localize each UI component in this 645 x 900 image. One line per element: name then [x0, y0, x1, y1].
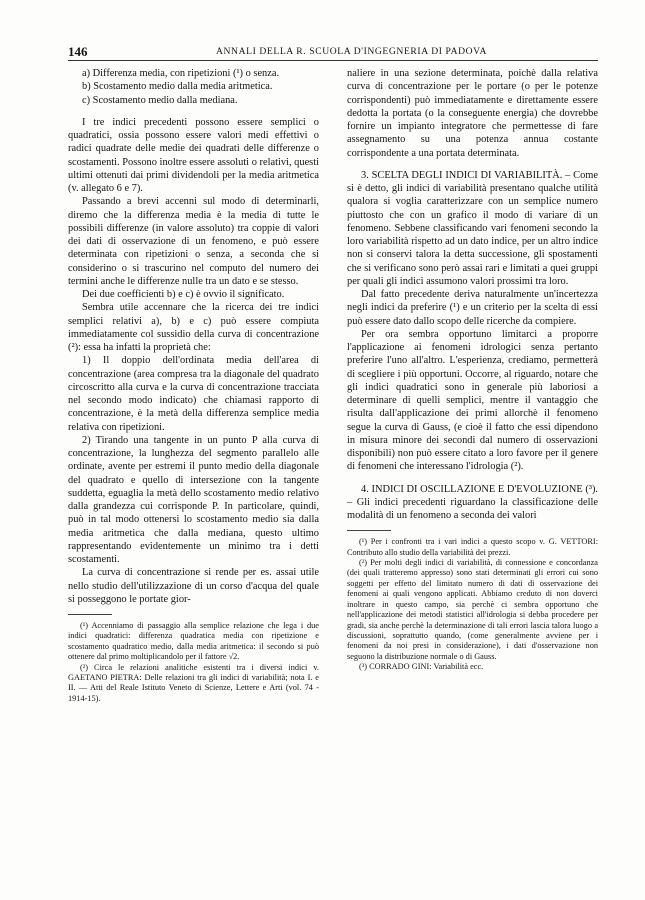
list-item: c) Scostamento medio dalla mediana.	[82, 94, 238, 106]
running-header	[68, 44, 598, 61]
right-column	[347, 67, 598, 887]
section-4-heading: 4. INDICI DI OSCILLAZIONE E D'EVOLUZIONE (³). –	[347, 483, 598, 508]
list-item: a) Differenza media, con ripetizioni (¹) o senza.	[82, 68, 280, 79]
paragraph: Sembra utile accennare che la ricerca dei tre indici semplici relativi a), b) e c) può essere compiuta immediatamente col sussidio della curva di concentrazione (²): essa ha infatti la proprietà che:	[68, 302, 319, 353]
section-4-text: Gli indici precedenti riguardano la classificazione delle modalità di un fenomeno a seconda dei valori	[347, 496, 598, 521]
footnote: (²) Per molti degli indici di variabilità, di connessione e concordanza (dei quali tratteremo appresso) sono stati determinati gli errori cui sono soggetti per effetto del limitato numero di dati di osservazione dei fenomeni ai quali vengono applicati. Abbiamo creduto di non doverci inoltrare in questo campo, sia perchè ci sembra opportuno che nell'applicazione dei metodi statistici all'idrologia si debba procedere per gradi, sia anche perchè la determinazione di tali errori lascia talora luogo a discussioni, soprattutto quando, (come generalmente avviene per i fenomeni da noi presi in considerazione), i dati d'osservazione non seguono la distribuzione normale o di Gauss.	[347, 558, 598, 661]
section-4	[347, 483, 598, 523]
page-number: 146	[68, 44, 88, 59]
paragraph: 1) Il doppio dell'ordinata media dell'area di concentrazione (area compresa tra la diagonale del quadrato circoscritto alla curva e la curva di concentrazione tracciata nel secondo modo indicato) che chiamasi rapporto di concentrazione, è la metà della differenza semplice media relativa con ripetizioni.	[68, 355, 319, 433]
paragraph: Passando a brevi accenni sul modo di determinarli, diremo che la differenza media è la media di tutte le possibili differenze (in valore assoluto) tra coppie di valori dei dati di osservazione di un fenomeno, e può essere determinata con ripetizioni o senza, a seconda che si considerino o si trascurino nel computo del numero dei termini anche le differenze nulle tra un dato e se stesso.	[68, 196, 319, 287]
footnote: (²) Circa le relazioni analitiche esistenti tra i diversi indici v. GAETANO PIETRA: Delle relazioni tra gli indici di variabilità; nota I. e II. — Atti del Reale Istituto Veneto di Scienze, Lettere e Arti (vol. 74 - 1914-15).	[68, 662, 319, 703]
footnote: (¹) Accenniamo di passaggio alla semplice relazione che lega i due indici quadratici: differenza quadratica media con ripetizione e scostamento quadratico medio, dalla media aritmetica: il secondo si può ottenere dal primo moltiplicandolo per il fattore √2.	[68, 621, 319, 662]
footnotes	[347, 537, 598, 672]
paragraph: Per ora sembra opportuno limitarci a proporre l'applicazione ai fenomeni idrologici senza pertanto preferire l'uno all'altro. L'esperienza, crediamo, permetterà di scegliere i più opportuni. Occorre, al riguardo, notare che gli indici quadratici sono in generale più laboriosi a determinare di quelli semplici, mentre il vantaggio che risulta dall'applicazione dei primi allorchè il fenomeno segue la curva di Gauss, (e cioè il fatto che essi dipendono in misura minore dei secondi dal numero di osservazioni disponibili) non può essere citato a loro favore per il genere di fenomeni che interessano l'idrologia (²).	[347, 328, 598, 473]
footnote-rule	[347, 530, 391, 531]
paragraph: I tre indici precedenti possono essere semplici o quadratici, ossia possono essere valori medi effettivi o radici quadrate delle medie dei quadrati delle differenze o scostamenti. Possono inoltre essere assoluti o relativi, questi ultimi ottenuti dai primi dividendoli per la media aritmetica (v. allegato 6 e 7).	[68, 116, 319, 194]
running-title: ANNALI DELLA R. SCUOLA D'INGEGNERIA DI PADOVA	[216, 46, 487, 57]
section-3-text: Come si è detto, gli indici di variabilità presentano qualche utilità qualora si voglia caratterizzare con un semplice numero piuttosto che con un grafico il modo di variare di un fenomeno. Sebbene classificando vari fenomeni secondo la loro variabilità rispetto ad un dato indice, per un altro indice non si conservi talora la detta successione, gli spostamenti che si verificano sono però assai rari e limitati a quei gruppi per quali gli indici assumono valori prossimi tra loro.	[347, 169, 598, 287]
footnotes	[68, 621, 319, 704]
paragraph: naliere in una sezione determinata, poichè dalla relativa curva di concentrazione per le portare (o per le potenze corrispondenti) può immediatamente e direttamente essere dedotta la portata (o la conseguente energia) che dovrebbe fornire un impianto integratore che permettesse di fare assegnamento su una potenza annua costante corrispondente a una portata determinata.	[347, 68, 598, 159]
paragraph: Dei due coefficienti b) e c) è ovvio il significato.	[82, 289, 285, 300]
left-column	[68, 67, 319, 887]
footnote: (¹) Per i confronti tra i vari indici a questo scopo v. G. VETTORI: Contributo allo studio della variabilità dei prezzi.	[347, 537, 598, 557]
paragraph: Dal fatto precedente deriva naturalmente un'incertezza negli indici da preferire (¹) e un criterio per la scelta di essi può essere dato dallo scopo delle ricerche da compiere.	[347, 289, 598, 327]
paragraph: 2) Tirando una tangente in un punto P alla curva di concentrazione, la lunghezza del segmento parallelo alle ordinate, avente per estremi il punto medio della diagonale del quadrato e quello di intersezione con la tangente suddetta, eguaglia la metà dello scostamento medio relativo dalla grandezza cui corrisponde P. In particolare, quindi, può in tal modo ottenersi lo scostamento medio sia dalla media aritmetica che dalla mediana, questo ultimo rappresentando evidentemente un minimo tra i detti scostamenti.	[68, 434, 319, 565]
list-item: b) Scostamento medio dalla media aritmetica.	[82, 81, 273, 93]
footnote: (³) CORRADO GINI: Variabilità ecc.	[359, 662, 484, 672]
paragraph: La curva di concentrazione si rende per es. assai utile nello studio dell'utilizzazione di un corso d'acqua del quale si posseggono le portate gior-	[68, 567, 319, 605]
section-3-heading: 3. SCELTA DEGLI INDICI DI VARIABILITÀ. –	[361, 169, 571, 181]
footnote-rule	[68, 614, 112, 615]
section-3	[347, 169, 598, 288]
